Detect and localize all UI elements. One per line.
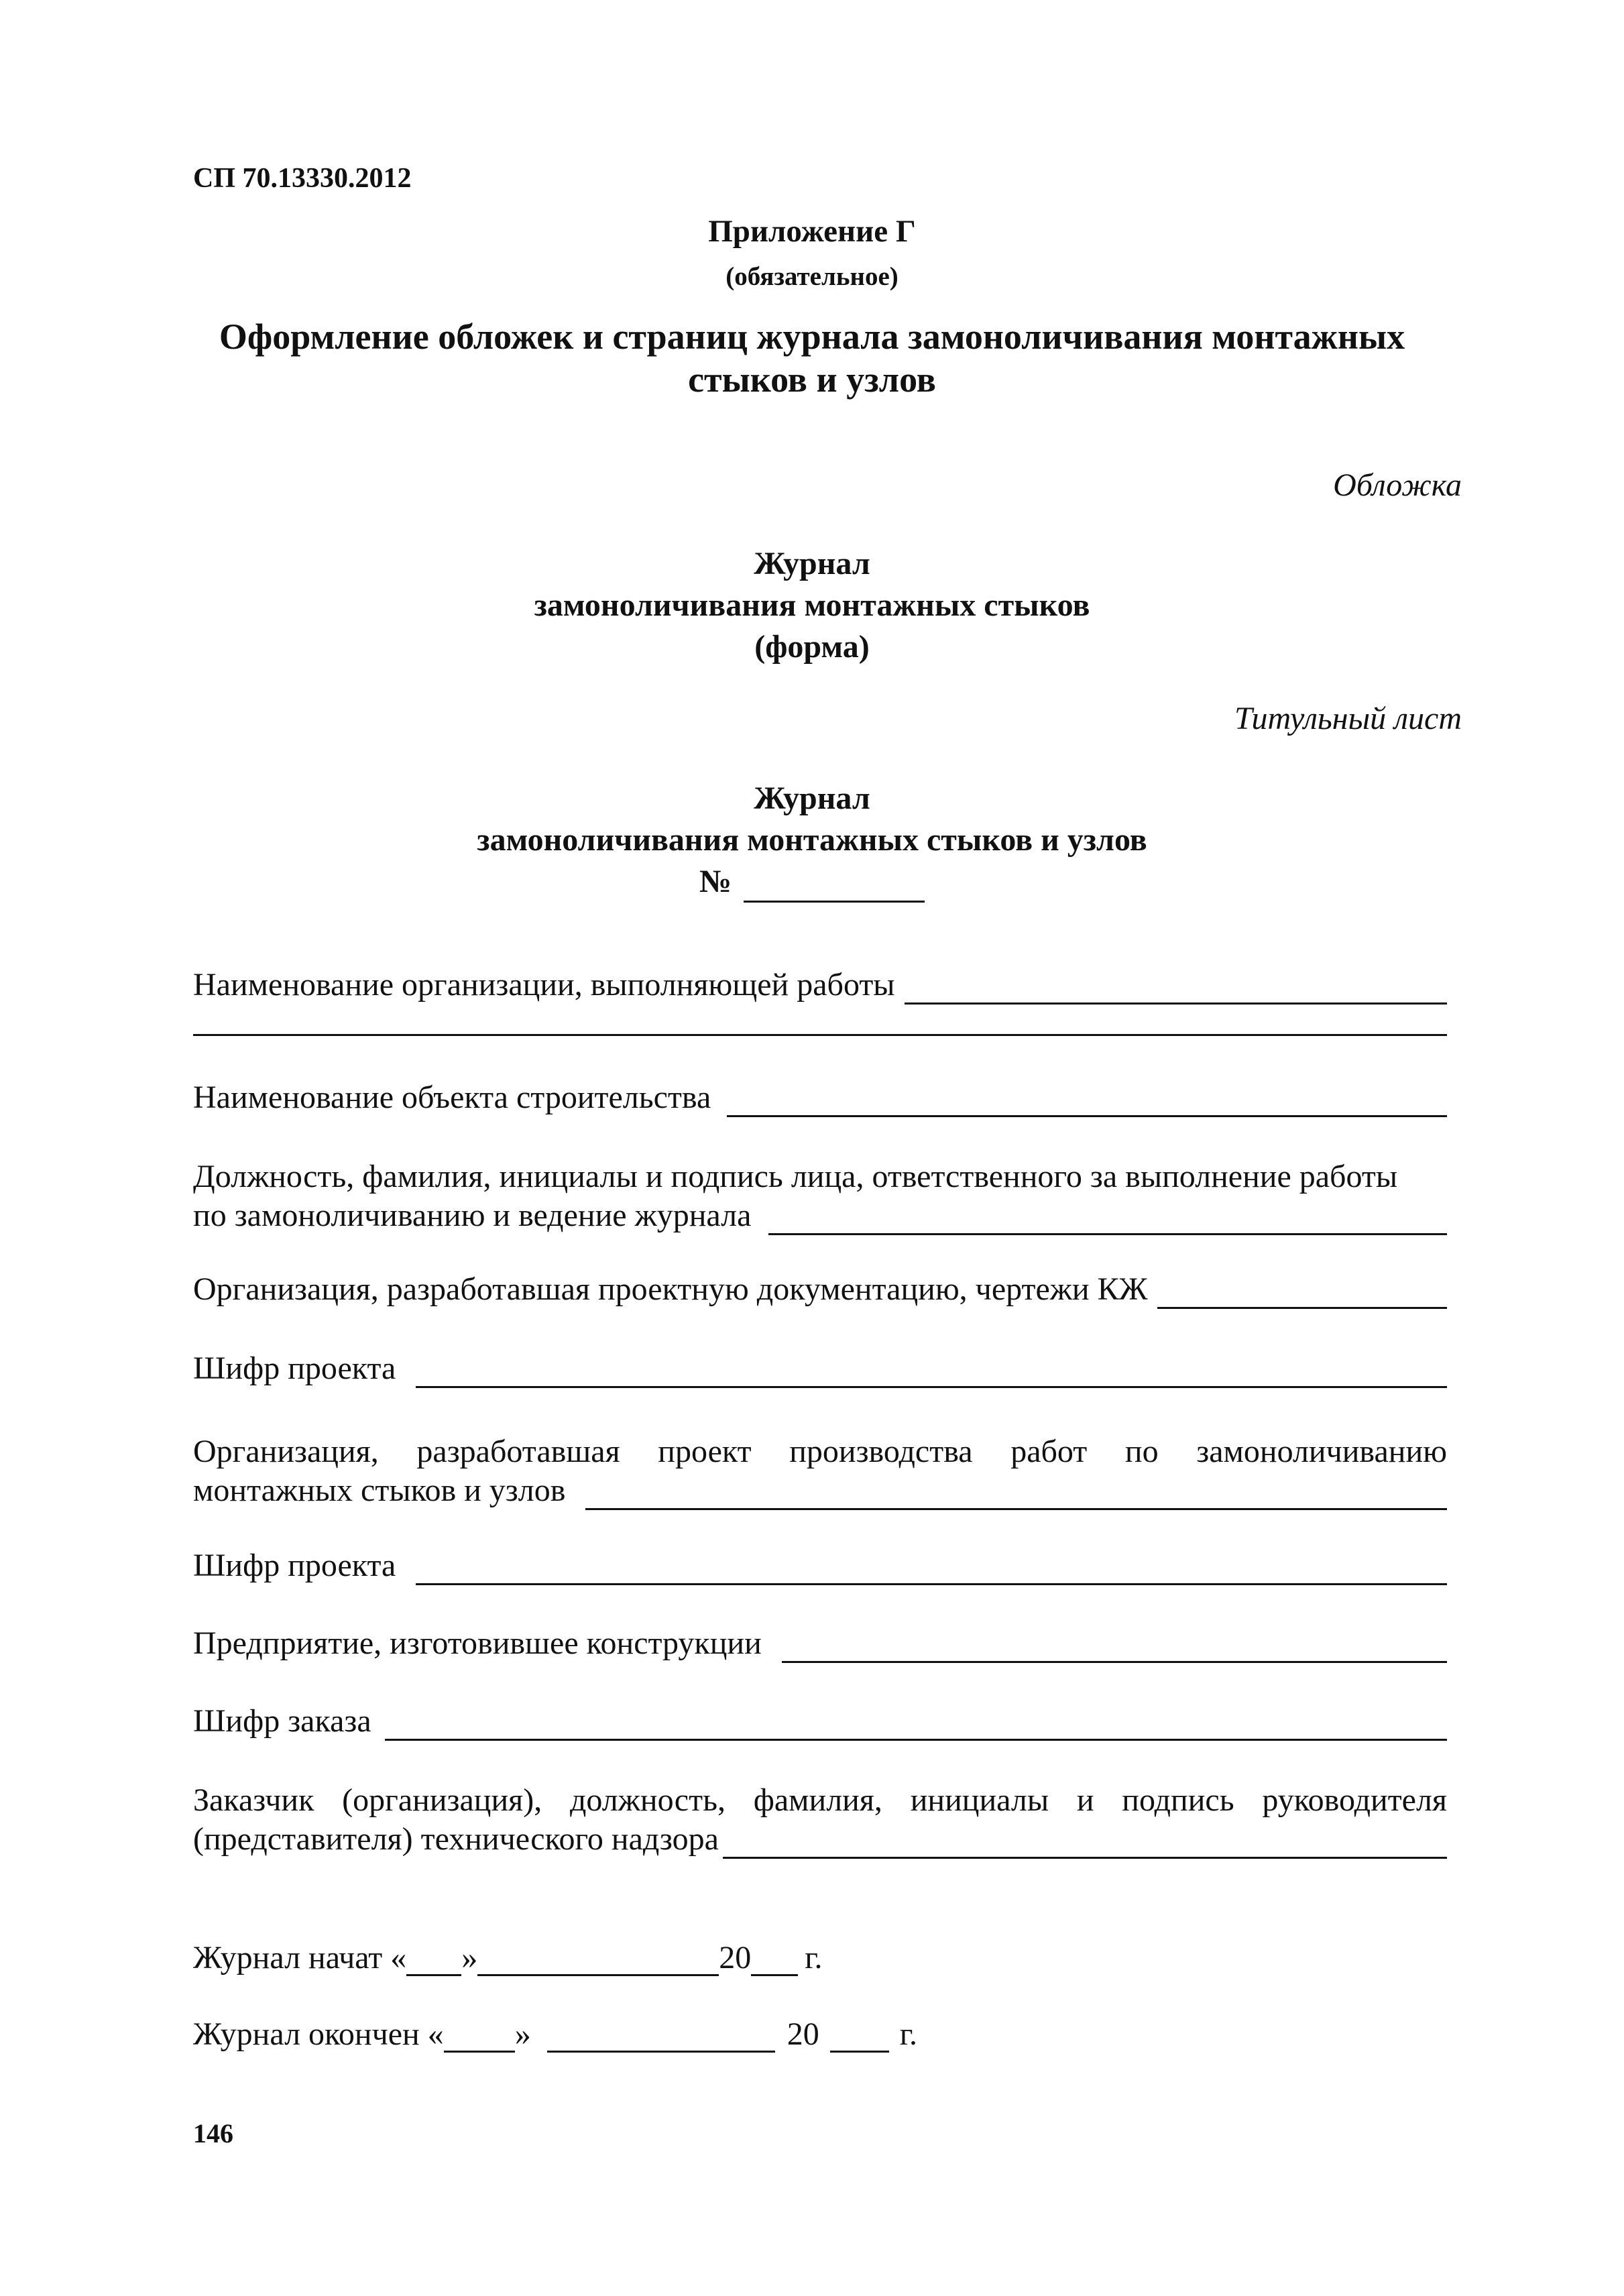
title-sheet-heading-line-1: Журнал [754,781,870,816]
journal-ended-quote-close: » [514,2016,531,2052]
title-sheet-heading-line-2: замоноличивания монтажных стыков и узлов [477,822,1147,858]
journal-started-label: Журнал начат « [193,1940,407,1975]
journal-started-line [193,1939,823,1976]
field-manufacturer-label: Предприятие, изготовившее конструкции [193,1625,762,1661]
field-customer [193,1781,1447,1859]
main-title-line-2: стыков и узлов [688,359,936,400]
field-responsible-person [193,1157,1447,1235]
journal-started-year-suffix: г. [805,1940,823,1975]
main-title-line-1: Оформление обложек и страниц журнала замоноличивания монтажных [219,317,1405,357]
field-org-performing [193,966,1447,1036]
journal-ended-year-suffix: г. [899,2016,918,2052]
journal-started-quote-close: » [461,1940,478,1975]
field-project-code-2 [193,1546,1447,1585]
field-order-code-input[interactable] [385,1709,1447,1741]
journal-number-field[interactable] [744,871,925,903]
journal-started-year-input[interactable] [751,1945,798,1976]
main-title [0,315,1624,401]
field-manufacturer [193,1624,1447,1663]
field-responsible-label-1: Должность, фамилия, инициалы и подпись лица, ответственного за выполнение работы [193,1159,1398,1194]
field-customer-input[interactable] [723,1827,1447,1859]
journal-ended-century: 20 [787,2016,819,2052]
journal-ended-label: Журнал окончен « [193,2016,444,2052]
field-org-performing-label: Наименование организации, выполняющей работы [193,967,895,1002]
cover-heading-line-2: замоноличивания монтажных стыков [534,587,1090,623]
title-sheet-label: Титульный лист [1234,701,1462,736]
appendix-title: Приложение Г [708,214,916,249]
field-ppr-org-label-2: монтажных стыков и узлов [193,1473,566,1508]
field-design-org-label: Организация, разработавшая проектную документацию, чертежи КЖ [193,1271,1148,1307]
journal-started-century: 20 [719,1940,752,1975]
field-manufacturer-input[interactable] [782,1631,1447,1663]
field-project-code-1-input[interactable] [416,1357,1447,1388]
field-ppr-org-label-1: Организация, разработавшая проект производства работ по замоноличиванию [193,1434,1447,1469]
field-responsible-input[interactable] [768,1204,1447,1235]
field-order-code-label: Шифр заказа [193,1703,371,1739]
journal-started-day-input[interactable] [406,1945,461,1976]
number-sign: № [699,864,732,899]
field-project-code-2-label: Шифр проекта [193,1548,396,1583]
appendix-status: (обязательное) [726,262,898,291]
journal-ended-month-input[interactable] [547,2021,775,2053]
cover-label: Обложка [1333,467,1462,503]
standard-code: СП 70.13330.2012 [193,163,412,194]
cover-heading-line-1: Журнал [754,546,870,581]
journal-ended-day-input[interactable] [444,2021,515,2053]
field-org-performing-input-2[interactable] [193,1007,1447,1036]
field-project-code-1 [193,1349,1447,1388]
journal-ended-line [193,2016,917,2053]
field-design-org-input[interactable] [1157,1277,1447,1309]
field-order-code [193,1702,1447,1741]
field-responsible-label-2: по замоноличиванию и ведение журнала [193,1198,752,1233]
field-construction-object-input[interactable] [727,1086,1447,1117]
field-design-org [193,1270,1447,1309]
field-construction-object [193,1078,1447,1117]
field-customer-label-1: Заказчик (организация), должность, фамилия, инициалы и подпись руководителя [193,1782,1447,1818]
field-ppr-org [193,1432,1447,1510]
field-org-performing-input[interactable] [905,973,1447,1005]
cover-heading [0,543,1624,668]
page-number: 146 [193,2118,233,2148]
journal-ended-year-input[interactable] [830,2021,889,2053]
field-ppr-org-input[interactable] [585,1479,1447,1510]
journal-started-month-input[interactable] [477,1945,719,1976]
field-project-code-1-label: Шифр проекта [193,1351,396,1386]
field-customer-label-2: (представителя) технического надзора [193,1821,719,1857]
journal-number-line [0,861,1624,903]
field-construction-object-label: Наименование объекта строительства [193,1080,711,1115]
cover-heading-line-3: (форма) [754,629,870,665]
field-project-code-2-input[interactable] [416,1554,1447,1585]
title-sheet-heading [0,778,1624,903]
